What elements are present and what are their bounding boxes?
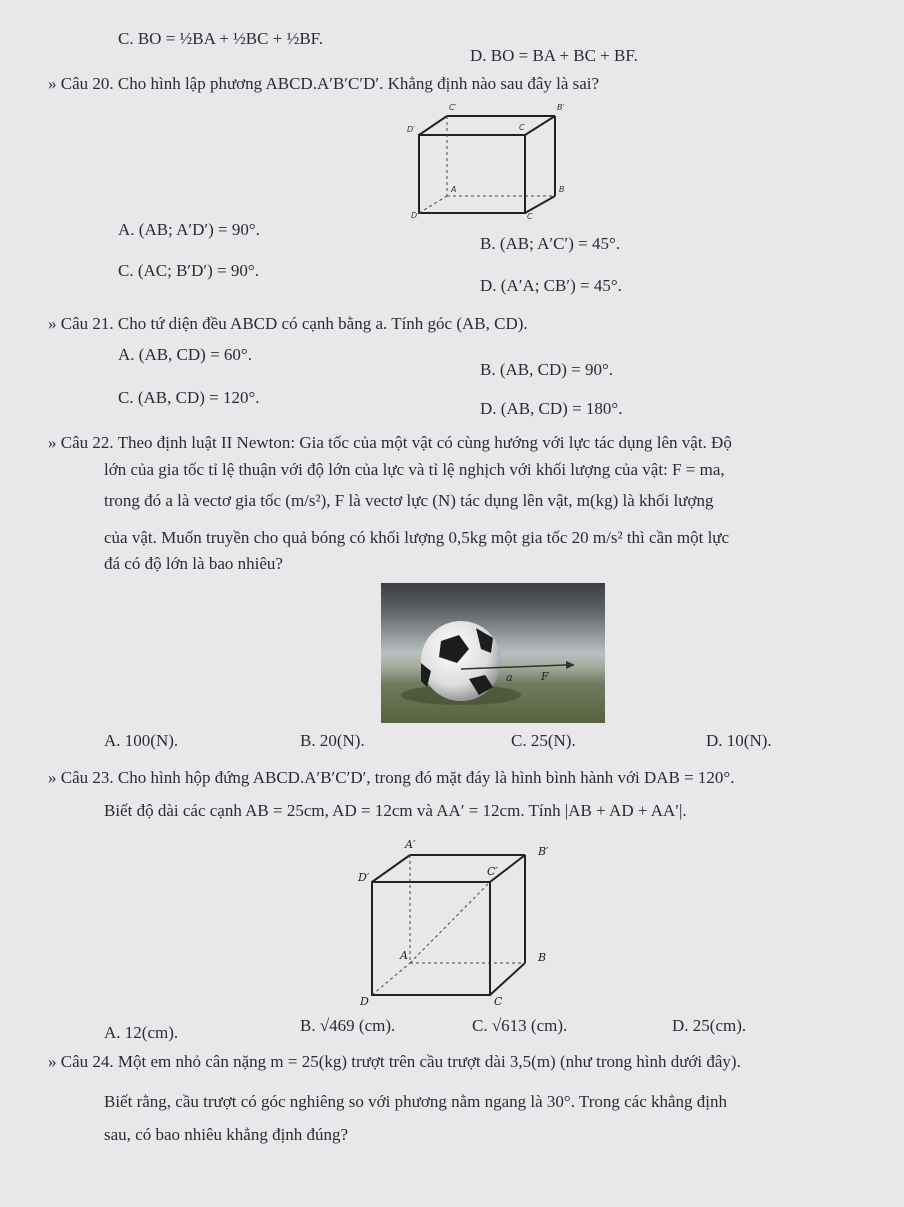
q22-option-c: C. 25(N). — [511, 731, 576, 750]
box-front-face — [372, 882, 490, 995]
box-label-c: C — [494, 995, 503, 1008]
cube-label-d-prime: D′ — [407, 125, 415, 134]
q20-option-b: B. (AB; A′C′) = 45°. — [480, 234, 621, 253]
q22-line-1: » Câu 22. Theo định luật II Newton: Gia tốc của một vật có cùng hướng với lực tác dụng lên vật. Độ — [48, 433, 732, 452]
q23-line-1: » Câu 23. Cho hình hộp đứng ABCD.A′B′C′D′, trong đó mặt đáy là hình bình hành với DAB = 120°. — [48, 768, 735, 787]
q23-option-b: B. √469 (cm). — [300, 1016, 396, 1035]
box-label-c-prime: C′ — [487, 865, 498, 878]
q24-line-3: sau, có bao nhiêu khẳng định đúng? — [104, 1125, 349, 1144]
q21-option-d: D. (AB, CD) = 180°. — [480, 399, 623, 418]
cube-label-d: D — [411, 211, 418, 220]
q21-option-a: A. (AB, CD) = 60°. — [118, 345, 252, 364]
cube-label-c-prime: C′ — [449, 103, 457, 112]
q22-line-3: trong đó a là vectơ gia tốc (m/s²), F là vectơ lực (N) tác dụng lên vật, m(kg) là khối lượng — [104, 491, 714, 510]
q21-prompt: » Câu 21. Cho tứ diện đều ABCD có cạnh bằng a. Tính góc (AB, CD). — [48, 314, 528, 333]
cube-label-a: A — [451, 185, 457, 194]
q23-line-2: Biết độ dài các cạnh AB = 25cm, AD = 12cm và AA′ = 12cm. Tính |AB + AD + AA′|. — [104, 801, 687, 820]
box-label-a-prime: A′ — [405, 838, 416, 851]
q22-option-d: D. 10(N). — [706, 731, 772, 750]
photo-label-a: a — [506, 671, 513, 684]
q22-option-a: A. 100(N). — [104, 731, 179, 750]
cube-front-face — [419, 135, 525, 213]
q24-line-2: Biết rằng, cầu trượt có góc nghiêng so với phương nằm ngang là 30°. Trong các khẳng định — [104, 1092, 728, 1111]
q22-line-5: đá có độ lớn là bao nhiêu? — [104, 554, 283, 573]
cube-label-b-prime: B′ — [557, 103, 565, 112]
q24-line-1: » Câu 24. Một em nhỏ cân nặng m = 25(kg) trượt trên cầu trượt dài 3,5(m) (như trong hình dưới đây). — [48, 1052, 741, 1071]
q21-option-c: C. (AB, CD) = 120°. — [118, 388, 260, 407]
q23-option-c: C. √613 (cm). — [472, 1016, 568, 1035]
box-label-a: A — [400, 949, 408, 962]
q22-line-4: của vật. Muốn truyền cho quả bóng có khối lượng 0,5kg một gia tốc 20 m/s² thì cần một lực — [104, 528, 730, 547]
box-figure-q23 — [350, 835, 570, 1015]
q23-option-d: D. 25(cm). — [672, 1016, 747, 1035]
cube-label-b: B — [559, 185, 565, 194]
q20-prompt: » Câu 20. Cho hình lập phương ABCD.A′B′C′D′. Khẳng định nào sau đây là sai? — [48, 74, 600, 93]
cube-label-c: C — [519, 123, 525, 132]
q21-option-b: B. (AB, CD) = 90°. — [480, 360, 614, 379]
box-label-d-prime: D′ — [358, 871, 370, 884]
q23-option-a: A. 12(cm). — [104, 1023, 179, 1042]
q20-option-c: C. (AC; B′D′) = 90°. — [118, 261, 259, 280]
q20-option-d: D. (A′A; CB′) = 45°. — [480, 276, 622, 295]
q22-line-2: lớn của gia tốc tỉ lệ thuận với độ lớn của lực và tỉ lệ nghịch với khối lượng của vật: F = ma, — [104, 460, 725, 479]
cube-figure-q20 — [405, 100, 565, 220]
box-label-b: B — [538, 951, 547, 964]
box-label-b-prime: B′ — [538, 845, 549, 858]
q22-option-b: B. 20(N). — [300, 731, 365, 750]
soccer-ball-photo — [381, 583, 605, 723]
q19-option-d: D. BO = BA + BC + BF. — [470, 46, 638, 65]
q19-option-c: C. BO = ½BA + ½BC + ½BF. — [118, 29, 324, 48]
cube-label-c-bottom: C — [527, 212, 533, 220]
q20-option-a: A. (AB; A′D′) = 90°. — [118, 220, 260, 239]
box-label-d: D — [360, 995, 369, 1008]
photo-label-f: F — [541, 670, 549, 683]
